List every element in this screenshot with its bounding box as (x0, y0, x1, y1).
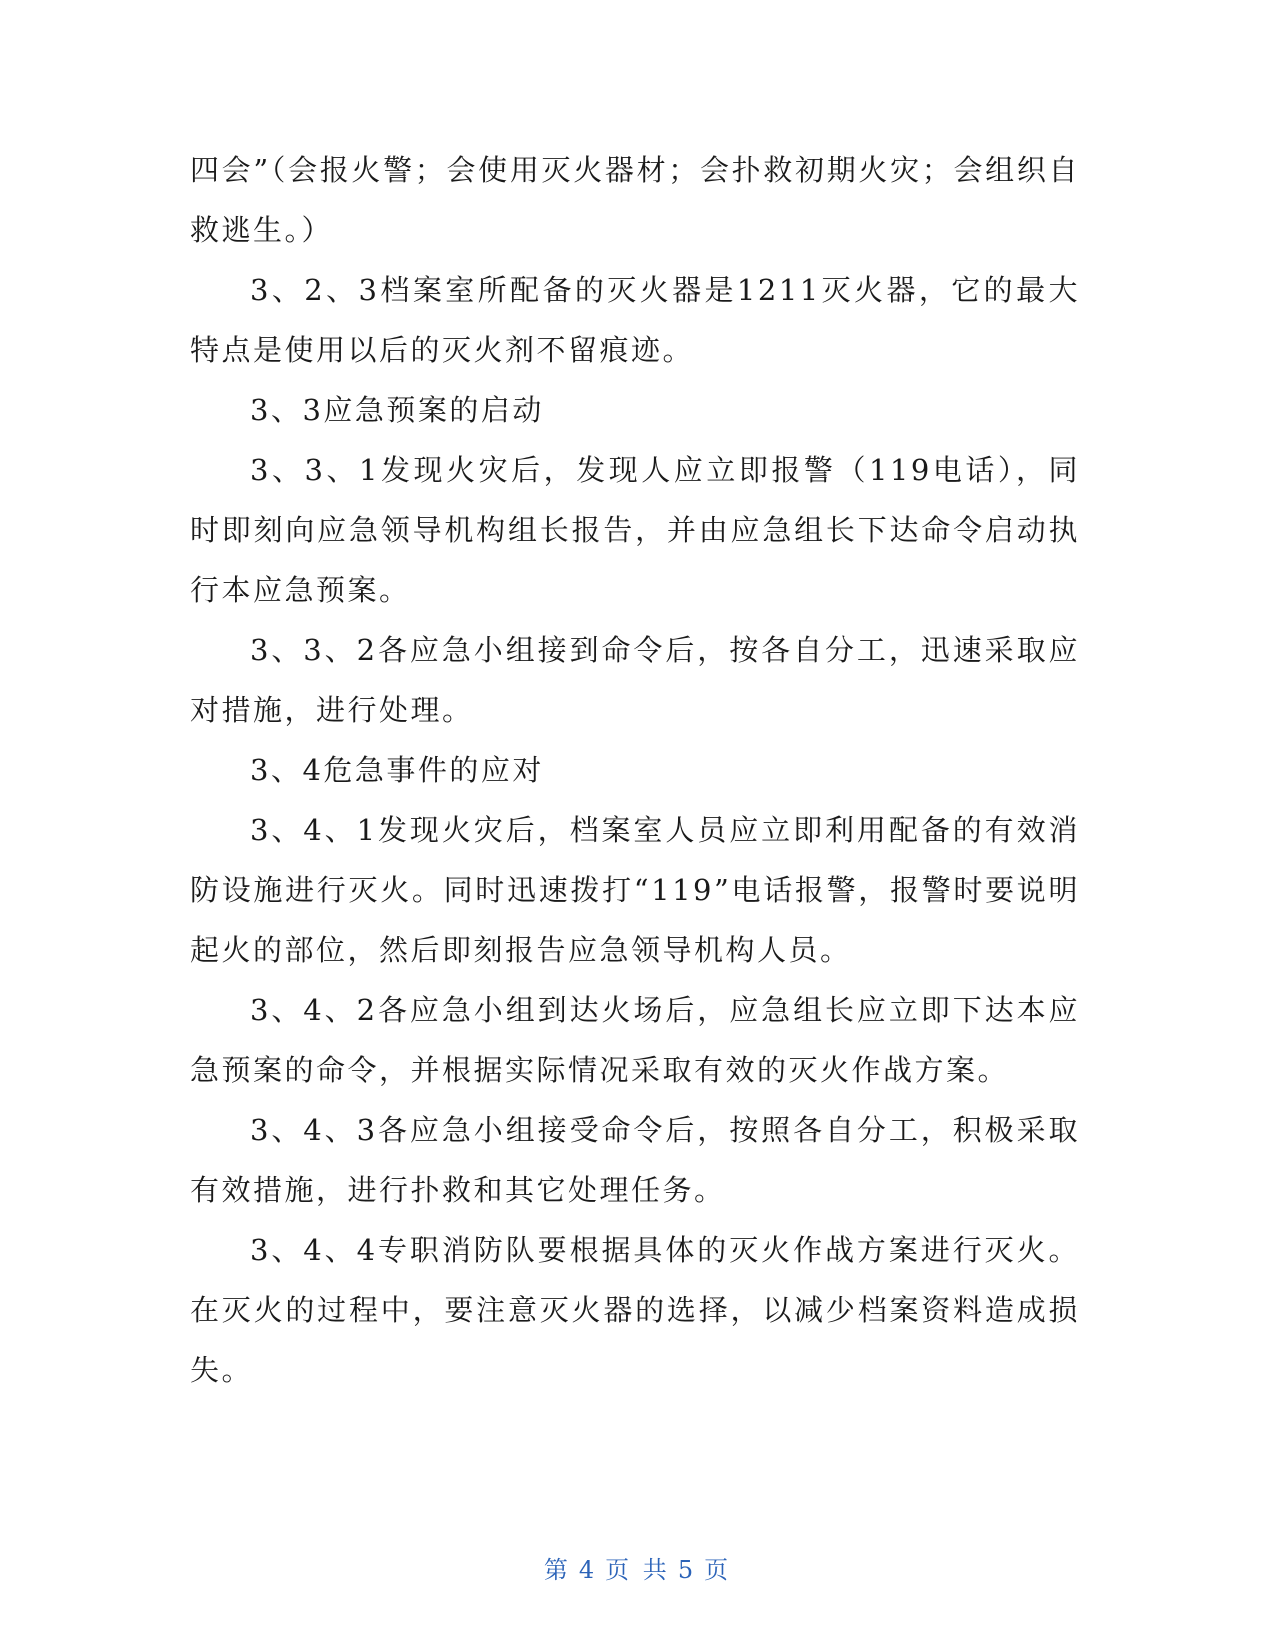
footer-suffix: 页 (704, 1556, 732, 1584)
section-heading: 3、4危急事件的应对 (250, 753, 544, 787)
paragraph: 3、4、2各应急小组到达火场后，应急组长应立即下达本应急预案的命令，并根据实际情况采取有效的灭火作战方案。 (190, 993, 1080, 1087)
paragraph: 四会”（会报火警；会使用灭火器材；会扑救初期火灾；会组织自救逃生。） (190, 153, 1080, 247)
paragraph: 3、3、1发现火灾后，发现人应立即报警（119电话），同时即刻向应急领导机构组长报告，并由应急组长下达命令启动执行本应急预案。 (190, 453, 1080, 607)
paragraph: 3、4、1发现火灾后，档案室人员应立即利用配备的有效消防设施进行灭火。同时迅速拨打“119”电话报警，报警时要说明起火的部位，然后即刻报告应急领导机构人员。 (190, 813, 1080, 967)
section-heading: 3、3应急预案的启动 (250, 393, 544, 427)
paragraph: 3、4、3各应急小组接受命令后，按照各自分工，积极采取有效措施，进行扑救和其它处理任务。 (190, 1113, 1080, 1207)
page-number-footer (0, 1550, 1275, 1585)
current-page-number: 4 (578, 1556, 598, 1584)
footer-prefix: 第 (543, 1556, 571, 1584)
paragraph: 3、4、4专职消防队要根据具体的灭火作战方案进行灭火。在灭火的过程中，要注意灭火器的选择，以减少档案资料造成损失。 (190, 1233, 1080, 1387)
paragraph: 3、2、3档案室所配备的灭火器是1211灭火器，它的最大特点是使用以后的灭火剂不留痕迹。 (190, 273, 1080, 367)
total-pages-number: 5 (677, 1556, 697, 1584)
footer-middle: 页 共 (605, 1556, 670, 1584)
document-body (190, 140, 1080, 1400)
paragraph: 3、3、2各应急小组接到命令后，按各自分工，迅速采取应对措施，进行处理。 (190, 633, 1080, 727)
